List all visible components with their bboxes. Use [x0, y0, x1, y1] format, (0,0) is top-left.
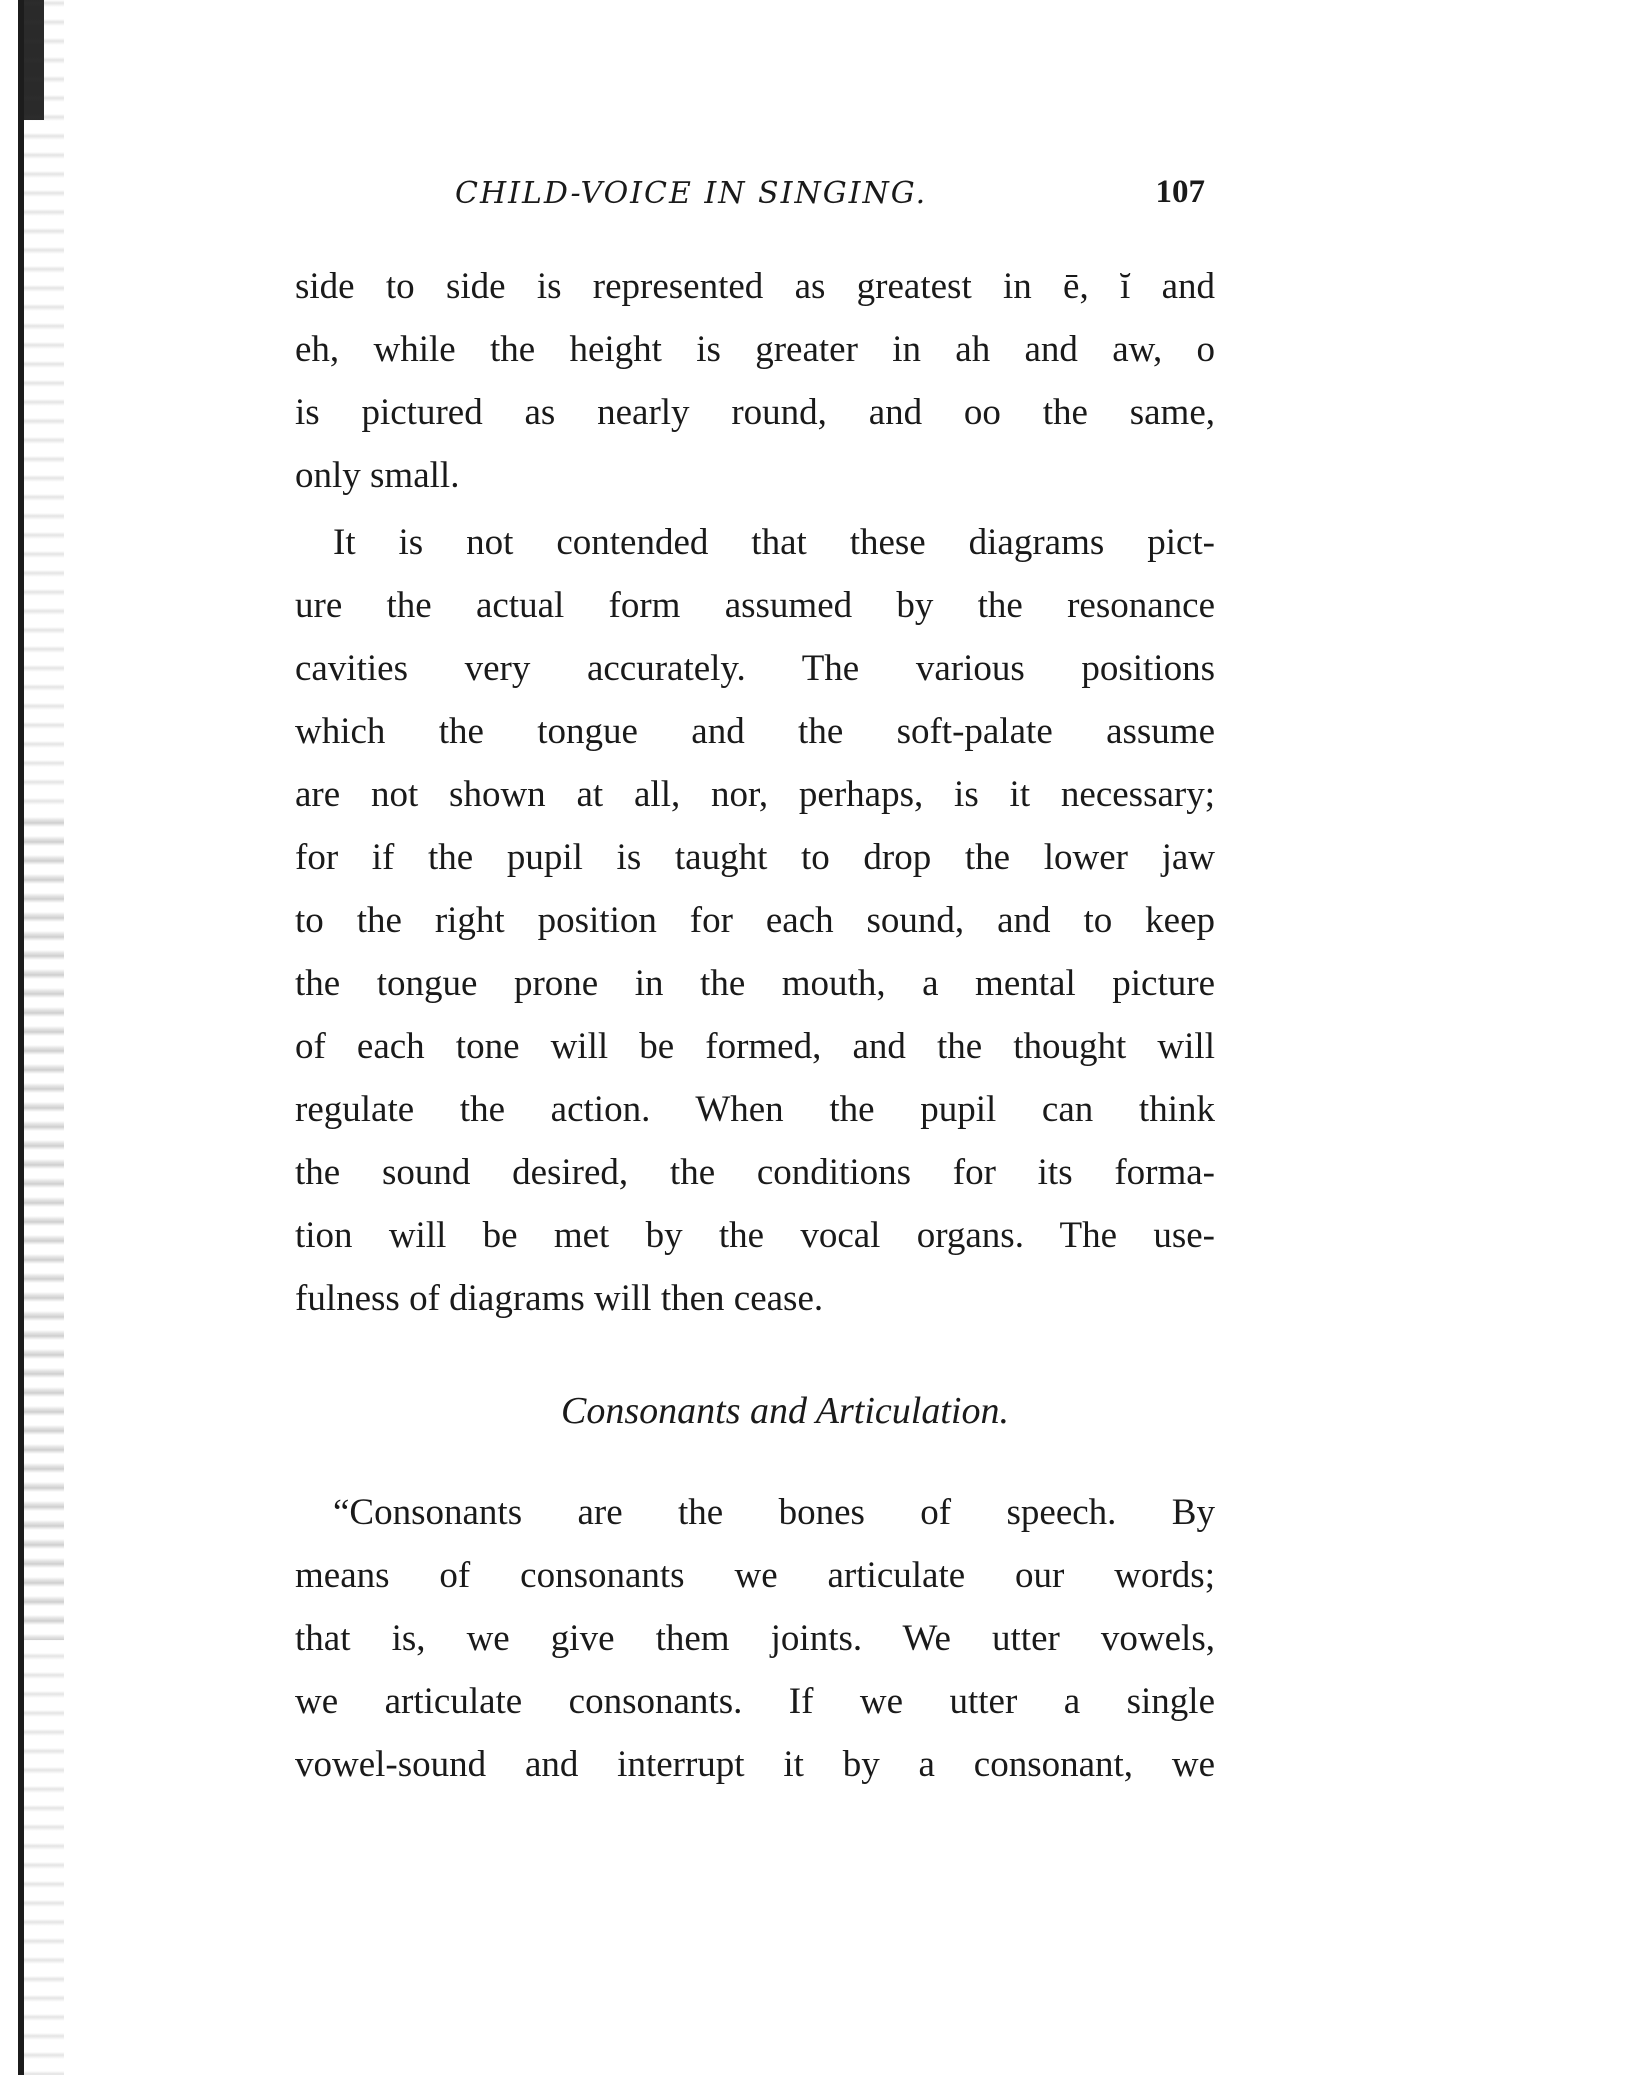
page-number: 107 [1155, 174, 1205, 210]
paragraph-2 [295, 511, 1215, 1330]
text-line: means of consonants we articulate our words; [295, 1555, 1215, 1596]
text-line: which the tongue and the soft-palate assume [295, 711, 1215, 752]
paragraph-3 [295, 1481, 1215, 1796]
text-line: “Consonants are the bones of speech. By [333, 1492, 1215, 1533]
spine-texture-dense [24, 820, 64, 1640]
text-line: are not shown at all, nor, perhaps, is it necessary; [295, 774, 1215, 815]
text-line: that is, we give them joints. We utter vowels, [295, 1618, 1215, 1659]
text-line: vowel-sound and interrupt it by a consonant, we [295, 1744, 1215, 1785]
text-line: is pictured as nearly round, and oo the same, [295, 392, 1215, 433]
running-head [295, 150, 1215, 210]
section-heading: Consonants and Articulation. [561, 1390, 1009, 1432]
paragraph-1 [295, 255, 1215, 507]
text-line: for if the pupil is taught to drop the lower jaw [295, 837, 1215, 878]
text-line: eh, while the height is greater in ah and aw, o [295, 329, 1215, 370]
text-line: side to side is represented as greatest in ē, ĭ and [295, 266, 1215, 307]
text-line: regulate the action. When the pupil can think [295, 1089, 1215, 1130]
text-line: cavities very accurately. The various positions [295, 648, 1215, 689]
text-line: to the right position for each sound, and to keep [295, 900, 1215, 941]
book-page [295, 150, 1215, 1796]
text-line: the tongue prone in the mouth, a mental picture [295, 963, 1215, 1004]
text-line: It is not contended that these diagrams pict- [333, 522, 1215, 563]
text-line: of each tone will be formed, and the thought will [295, 1026, 1215, 1067]
text-line: only small. [295, 455, 460, 496]
book-spine-edge [0, 0, 60, 2075]
text-line: we articulate consonants. If we utter a single [295, 1681, 1215, 1722]
body-text [295, 255, 1215, 1796]
text-line: fulness of diagrams will then cease. [295, 1278, 824, 1319]
text-line: the sound desired, the conditions for its forma- [295, 1152, 1215, 1193]
text-line: ure the actual form assumed by the resonance [295, 585, 1215, 626]
text-line: tion will be met by the vocal organs. The use- [295, 1215, 1215, 1256]
running-head-title: CHILD-VOICE IN SINGING. [455, 176, 928, 211]
